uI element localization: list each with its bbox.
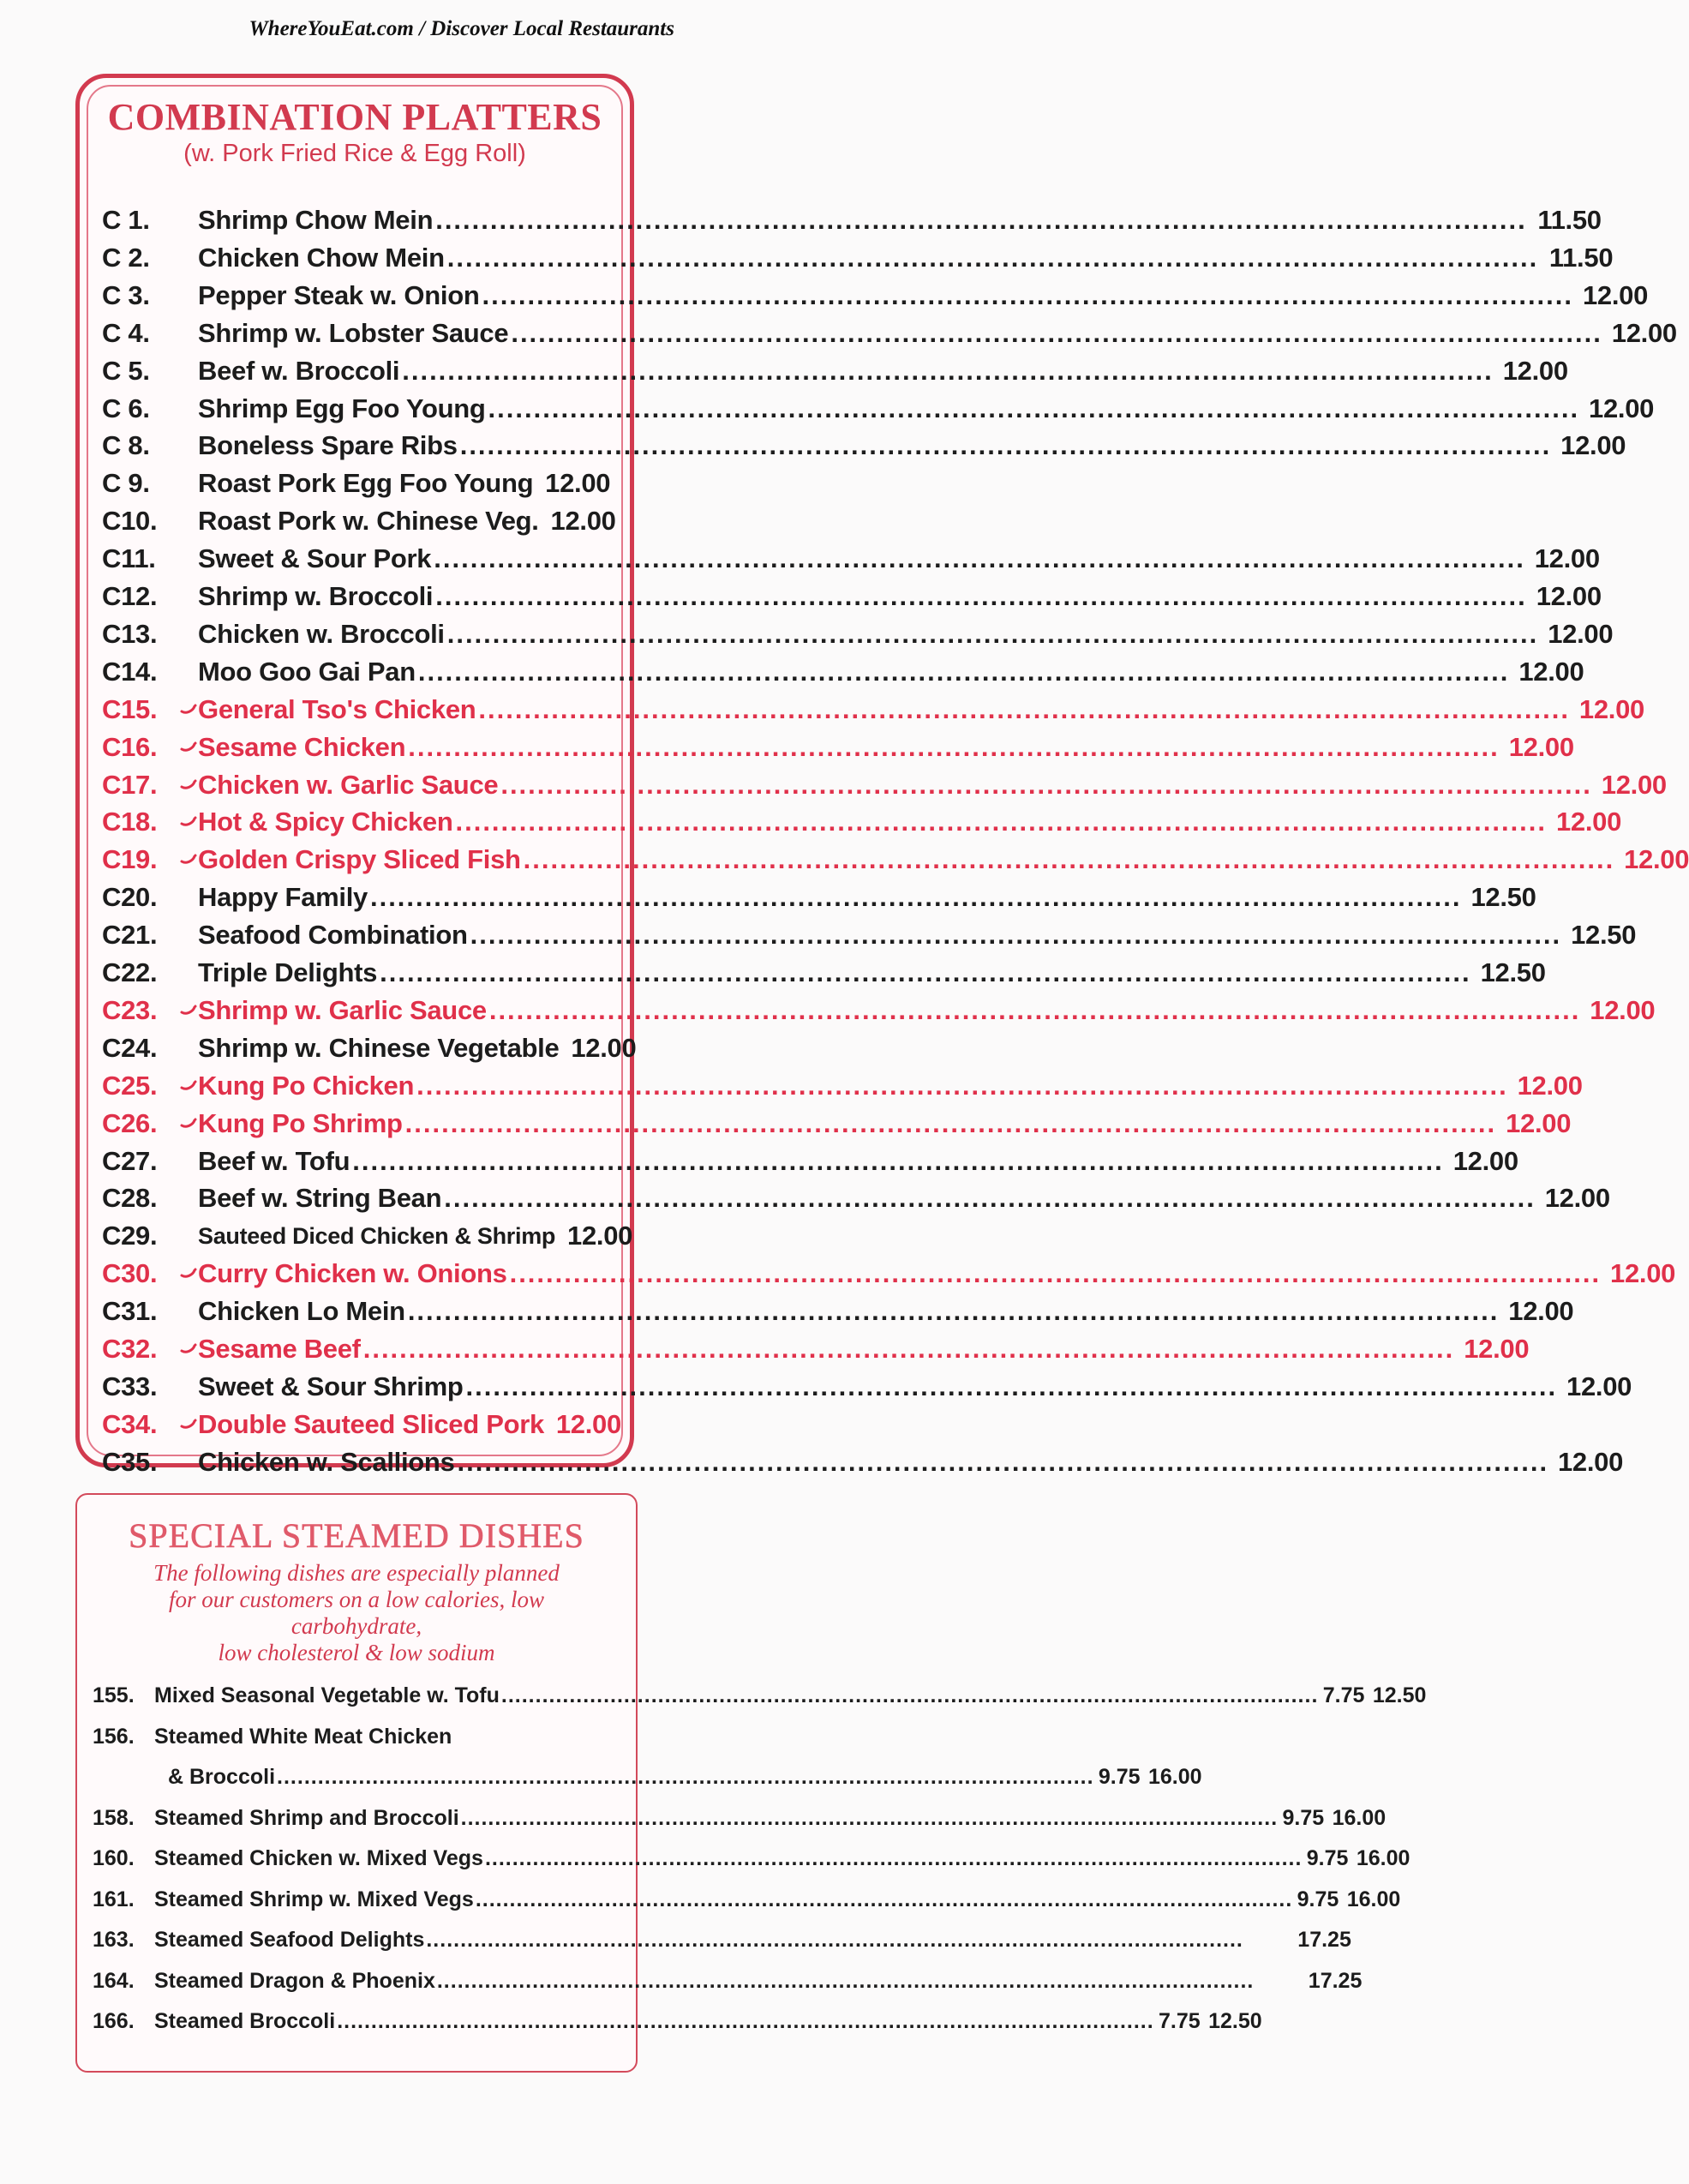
item-name: Shrimp w. Chinese Vegetable bbox=[198, 1032, 560, 1063]
item-name: Steamed Dragon & Phoenix bbox=[154, 1968, 435, 1993]
menu-item-row bbox=[102, 578, 1602, 615]
menu-item-row bbox=[102, 1217, 633, 1255]
item-name: Chicken Chow Mein bbox=[198, 242, 445, 273]
small-price: 9.75 bbox=[1098, 1765, 1141, 1789]
item-code: C27. bbox=[102, 1145, 158, 1176]
desc-line: for our customers on a low calories, low bbox=[168, 1587, 544, 1612]
item-name: Shrimp w. Lobster Sauce bbox=[198, 317, 509, 348]
leader-dots: ........................................................................................................................ bbox=[488, 393, 1580, 423]
item-code: C 2. bbox=[102, 242, 150, 273]
leader-dots: ........................................................................................................................ bbox=[408, 731, 1500, 762]
item-price: 12.50 bbox=[1571, 920, 1637, 951]
item-price: 12.00 bbox=[1601, 769, 1667, 800]
item-name: Curry Chicken w. Onions bbox=[198, 1258, 507, 1289]
leader-dots: ........................................................................................................................ bbox=[460, 1805, 1279, 1830]
item-price: 12.00 bbox=[1502, 355, 1568, 386]
item-price: 12.00 bbox=[1582, 279, 1649, 310]
menu-item-row bbox=[102, 1443, 1624, 1481]
item-price: 12.00 bbox=[1544, 1183, 1610, 1214]
small-price: 7.75 bbox=[1322, 1683, 1365, 1707]
item-price: 12.50 bbox=[1470, 882, 1536, 913]
menu-item-row bbox=[102, 465, 611, 502]
menu-item-row bbox=[102, 729, 1574, 766]
leader-dots: ........................................................................................................................ bbox=[523, 844, 1615, 875]
item-code: C 3. bbox=[102, 279, 150, 310]
item-code: C16. bbox=[102, 731, 158, 762]
item-code: C17. bbox=[102, 769, 158, 800]
chili-icon bbox=[181, 691, 198, 729]
leader-dots: ........................................................................................................................ bbox=[435, 205, 1527, 235]
item-name: Golden Crispy Sliced Fish bbox=[198, 844, 521, 875]
item-code: C30. bbox=[102, 1258, 158, 1289]
item-name: Happy Family bbox=[198, 882, 368, 913]
item-price: 12.00 bbox=[1560, 430, 1626, 461]
large-price: 16.00 bbox=[1332, 1805, 1387, 1830]
menu-item-row bbox=[102, 653, 1584, 691]
item-name: Roast Pork w. Chinese Veg. bbox=[198, 506, 539, 537]
leader-dots: ........................................................................................................................ bbox=[444, 1183, 1536, 1214]
item-price: 12.00 bbox=[1506, 1107, 1572, 1138]
item-name: Kung Po Shrimp bbox=[198, 1107, 403, 1138]
item-number: 166. bbox=[93, 2009, 135, 2033]
item-name: Sauteed Diced Chicken & Shrimp bbox=[198, 1223, 556, 1250]
menu-item-row bbox=[102, 691, 1644, 729]
item-code: C23. bbox=[102, 994, 158, 1025]
leader-dots: ........................................................................................................................ bbox=[380, 957, 1471, 987]
menu-item-row bbox=[102, 427, 1626, 465]
item-name: Sesame Chicken bbox=[198, 731, 406, 762]
menu-item-row bbox=[102, 1179, 1610, 1217]
item-name: Beef w. Tofu bbox=[198, 1145, 350, 1176]
item-code: C20. bbox=[102, 882, 158, 913]
chili-icon bbox=[181, 1255, 198, 1293]
item-price: 12.00 bbox=[1508, 731, 1574, 762]
steamed-item-row bbox=[93, 2004, 1262, 2038]
item-code: C10. bbox=[102, 506, 158, 537]
item-name: & Broccoli bbox=[168, 1765, 276, 1789]
small-price: 9.75 bbox=[1297, 1887, 1339, 1911]
item-code: C12. bbox=[102, 581, 158, 611]
leader-dots: ........................................................................................................................ bbox=[509, 1258, 1602, 1289]
item-code: C28. bbox=[102, 1183, 158, 1214]
item-number: 161. bbox=[93, 1887, 135, 1911]
item-price: 12.00 bbox=[1548, 618, 1614, 649]
item-price: 12.00 bbox=[1555, 807, 1622, 837]
item-price: 12.00 bbox=[555, 1408, 621, 1439]
menu-item-row bbox=[102, 1067, 1583, 1105]
item-name: Beef w. Broccoli bbox=[198, 355, 400, 386]
menu-item-row bbox=[102, 1293, 1574, 1330]
desc-line: carbohydrate, bbox=[290, 1613, 422, 1639]
menu-item-row bbox=[102, 277, 1649, 315]
leader-dots: ........................................................................................................................ bbox=[337, 2009, 1154, 2033]
menu-item-row bbox=[102, 1255, 1676, 1293]
chili-icon bbox=[181, 1330, 198, 1368]
item-code: C 9. bbox=[102, 468, 150, 499]
item-code: C22. bbox=[102, 957, 158, 987]
item-name: Sweet & Sour Pork bbox=[198, 543, 432, 574]
leader-dots: ........................................................................................................................ bbox=[417, 656, 1510, 687]
steamed-dishes-panel bbox=[75, 1493, 1427, 2073]
menu-item-row bbox=[102, 916, 1637, 954]
item-name: Seafood Combination bbox=[198, 920, 468, 951]
item-code: C 5. bbox=[102, 355, 150, 386]
menu-item-row bbox=[102, 540, 1600, 578]
item-number: 163. bbox=[93, 1928, 135, 1952]
item-name: Steamed Broccoli bbox=[154, 2009, 336, 2033]
item-name: Sesame Beef bbox=[198, 1334, 361, 1364]
item-name: Hot & Spicy Chicken bbox=[198, 807, 453, 837]
leader-dots: ........................................................................................................................ bbox=[426, 1928, 1243, 1952]
menu-item-row bbox=[102, 766, 1667, 804]
leader-dots: ........................................................................................................................ bbox=[402, 355, 1494, 386]
leader-dots: ........................................................................................................................ bbox=[459, 430, 1552, 461]
large-price: 12.50 bbox=[1208, 2009, 1262, 2033]
menu-item-row bbox=[102, 954, 1546, 992]
menu-item-row bbox=[102, 201, 1602, 239]
combination-platters-panel bbox=[75, 74, 1689, 1477]
steamed-item-row bbox=[93, 1760, 1202, 1794]
item-code: C29. bbox=[102, 1221, 158, 1251]
small-price: 9.75 bbox=[1282, 1805, 1325, 1830]
leader-dots: ........................................................................................................................ bbox=[511, 317, 1602, 348]
item-number: 156. bbox=[93, 1724, 135, 1749]
item-name: Roast Pork Egg Foo Young bbox=[198, 468, 534, 499]
steamed-item-row bbox=[93, 1882, 1401, 1917]
steamed-item-row bbox=[93, 1719, 620, 1754]
item-name: Steamed Shrimp and Broccoli bbox=[154, 1805, 459, 1830]
large-price: 12.50 bbox=[1372, 1683, 1427, 1707]
chili-icon bbox=[181, 1406, 198, 1443]
item-number: 158. bbox=[93, 1805, 135, 1830]
small-price: 7.75 bbox=[1159, 2009, 1201, 2033]
item-number: 160. bbox=[93, 1846, 135, 1870]
item-price: 11.50 bbox=[1537, 205, 1602, 235]
menu-item-row bbox=[102, 390, 1655, 428]
leader-dots: ........................................................................................................................ bbox=[407, 1296, 1500, 1327]
leader-dots: ........................................................................................................................ bbox=[277, 1765, 1094, 1789]
item-code: C33. bbox=[102, 1371, 158, 1401]
item-code: C26. bbox=[102, 1107, 158, 1138]
item-price: 12.00 bbox=[1536, 581, 1602, 611]
item-name: Shrimp w. Broccoli bbox=[198, 581, 434, 611]
leader-dots: ........................................................................................................................ bbox=[404, 1107, 1497, 1138]
item-price: 12.00 bbox=[1624, 844, 1689, 875]
large-price: 16.00 bbox=[1356, 1846, 1410, 1870]
item-code: C14. bbox=[102, 656, 158, 687]
chili-icon bbox=[181, 992, 198, 1029]
item-code: C11. bbox=[102, 543, 156, 574]
menu-item-row bbox=[102, 879, 1536, 916]
leader-dots: ........................................................................................................................ bbox=[465, 1371, 1558, 1401]
large-price: 16.00 bbox=[1346, 1887, 1401, 1911]
leader-dots: ........................................................................................................................ bbox=[362, 1334, 1455, 1364]
item-price: 12.00 bbox=[1534, 543, 1600, 574]
item-code: C32. bbox=[102, 1334, 158, 1364]
site-header: WhereYouEat.com / Discover Local Restaurants bbox=[249, 17, 674, 40]
item-number: 164. bbox=[93, 1968, 135, 1993]
item-price: 12.00 bbox=[571, 1032, 637, 1063]
leader-dots: ........................................................................................................................ bbox=[352, 1145, 1444, 1176]
item-name: Triple Delights bbox=[198, 957, 378, 987]
desc-line: low cholesterol & low sodium bbox=[218, 1640, 495, 1665]
item-price: 12.00 bbox=[550, 506, 616, 537]
item-price: 12.00 bbox=[1610, 1258, 1676, 1289]
leader-dots: ........................................................................................................................ bbox=[435, 581, 1527, 611]
item-price: 12.00 bbox=[1508, 1296, 1574, 1327]
leader-dots: ........................................................................................................................ bbox=[478, 693, 1570, 724]
item-name: Chicken w. Broccoli bbox=[198, 618, 445, 649]
menu-item-row bbox=[102, 502, 616, 540]
item-code: C35. bbox=[102, 1446, 158, 1477]
item-price: 12.00 bbox=[1590, 994, 1656, 1025]
leader-dots: ........................................................................................................................ bbox=[434, 543, 1525, 574]
small-price: 9.75 bbox=[1306, 1846, 1349, 1870]
steamed-item-row bbox=[93, 1678, 1427, 1713]
leader-dots: ........................................................................................................................ bbox=[416, 1070, 1508, 1101]
item-code: C13. bbox=[102, 618, 158, 649]
chili-icon bbox=[181, 729, 198, 766]
item-price: 12.00 bbox=[1464, 1334, 1530, 1364]
menu-item-row bbox=[102, 352, 1568, 390]
leader-dots: ........................................................................................................................ bbox=[446, 618, 1539, 649]
item-code: C21. bbox=[102, 920, 158, 951]
menu-item-row bbox=[102, 239, 1614, 277]
item-name: Double Sauteed Sliced Pork bbox=[198, 1408, 544, 1439]
steamed-description bbox=[94, 1560, 619, 1666]
large-price: 17.25 bbox=[1308, 1968, 1363, 1993]
item-code: C 4. bbox=[102, 317, 150, 348]
chili-icon bbox=[181, 1105, 198, 1143]
leader-dots: ........................................................................................................................ bbox=[500, 1683, 1319, 1707]
item-code: C18. bbox=[102, 807, 158, 837]
steamed-item-row bbox=[93, 1923, 1351, 1957]
leader-dots: ........................................................................................................................ bbox=[500, 769, 1592, 800]
item-price: 12.00 bbox=[1557, 1446, 1624, 1477]
chili-icon bbox=[181, 766, 198, 804]
item-name: Kung Po Chicken bbox=[198, 1070, 415, 1101]
chili-icon bbox=[181, 803, 198, 841]
leader-dots: ........................................................................................................................ bbox=[488, 994, 1581, 1025]
leader-dots: ........................................................................................................................ bbox=[470, 920, 1562, 951]
item-name: Shrimp Egg Foo Young bbox=[198, 393, 486, 423]
item-name: Beef w. String Bean bbox=[198, 1183, 442, 1214]
item-price: 12.00 bbox=[567, 1221, 633, 1251]
item-name: Shrimp Chow Mein bbox=[198, 205, 434, 235]
chili-icon bbox=[181, 1067, 198, 1105]
combination-subtitle: (w. Pork Fried Rice & Egg Roll) bbox=[183, 140, 526, 167]
item-name: Boneless Spare Ribs bbox=[198, 430, 458, 461]
item-price: 12.00 bbox=[1611, 317, 1677, 348]
leader-dots: ........................................................................................................................ bbox=[369, 882, 1462, 913]
item-code: C 6. bbox=[102, 393, 150, 423]
menu-item-row bbox=[102, 615, 1614, 653]
leader-dots: ........................................................................................................................ bbox=[482, 279, 1574, 310]
item-code: C24. bbox=[102, 1032, 158, 1063]
item-code: C 1. bbox=[102, 205, 150, 235]
desc-line: The following dishes are especially planned bbox=[153, 1560, 560, 1586]
steamed-item-row bbox=[93, 1964, 1363, 1998]
item-price: 12.50 bbox=[1480, 957, 1546, 987]
menu-item-row bbox=[102, 1105, 1572, 1143]
item-name: Chicken w. Scallions bbox=[198, 1446, 455, 1477]
item-name: Steamed Shrimp w. Mixed Vegs bbox=[154, 1887, 474, 1911]
leader-dots: ........................................................................................................................ bbox=[436, 1968, 1255, 1993]
item-code: C25. bbox=[102, 1070, 158, 1101]
item-name: Steamed Chicken w. Mixed Vegs bbox=[154, 1846, 483, 1870]
item-code: C31. bbox=[102, 1296, 158, 1327]
item-name: Shrimp w. Garlic Sauce bbox=[198, 994, 487, 1025]
menu-item-row bbox=[102, 315, 1677, 352]
item-code: C34. bbox=[102, 1408, 158, 1439]
item-price: 12.00 bbox=[545, 468, 611, 499]
large-price: 17.25 bbox=[1297, 1928, 1351, 1952]
leader-dots: ........................................................................................................................ bbox=[475, 1887, 1293, 1911]
menu-item-row bbox=[102, 803, 1622, 841]
leader-dots: ........................................................................................................................ bbox=[455, 807, 1548, 837]
steamed-item-row bbox=[93, 1841, 1410, 1875]
item-code: C15. bbox=[102, 693, 158, 724]
item-number: 155. bbox=[93, 1683, 135, 1707]
item-code: C19. bbox=[102, 844, 158, 875]
item-code: C 8. bbox=[102, 430, 150, 461]
menu-item-row bbox=[102, 1330, 1530, 1368]
leader-dots: ........................................................................................................................ bbox=[457, 1446, 1549, 1477]
item-name: Sweet & Sour Shrimp bbox=[198, 1371, 464, 1401]
menu-item-row bbox=[102, 1143, 1518, 1180]
leader-dots: ........................................................................................................................ bbox=[484, 1846, 1303, 1870]
item-price: 11.50 bbox=[1548, 242, 1614, 273]
leader-dots: ........................................................................................................................ bbox=[446, 242, 1539, 273]
item-name: General Tso's Chicken bbox=[198, 693, 476, 724]
large-price: 16.00 bbox=[1147, 1765, 1202, 1789]
item-name: Mixed Seasonal Vegetable w. Tofu bbox=[154, 1683, 500, 1707]
item-price: 12.00 bbox=[1578, 693, 1644, 724]
chili-icon bbox=[181, 841, 198, 879]
menu-item-row bbox=[102, 992, 1656, 1029]
item-name: Steamed Seafood Delights bbox=[154, 1928, 425, 1952]
item-name: Steamed White Meat Chicken bbox=[154, 1724, 452, 1749]
item-name: Moo Goo Gai Pan bbox=[198, 656, 416, 687]
item-price: 12.00 bbox=[1518, 656, 1584, 687]
steamed-item-row bbox=[93, 1801, 1387, 1835]
menu-item-row bbox=[102, 841, 1689, 879]
item-price: 12.00 bbox=[1517, 1070, 1583, 1101]
steamed-title: SPECIAL STEAMED DISHES bbox=[129, 1516, 584, 1555]
item-price: 12.00 bbox=[1589, 393, 1655, 423]
item-price: 12.00 bbox=[1566, 1371, 1632, 1401]
menu-item-row bbox=[102, 1368, 1632, 1406]
item-name: Pepper Steak w. Onion bbox=[198, 279, 480, 310]
menu-item-row bbox=[102, 1029, 637, 1067]
item-name: Chicken w. Garlic Sauce bbox=[198, 769, 499, 800]
item-price: 12.00 bbox=[1452, 1145, 1518, 1176]
item-name: Chicken Lo Mein bbox=[198, 1296, 405, 1327]
combination-title: COMBINATION PLATTERS bbox=[107, 96, 602, 138]
menu-item-row bbox=[102, 1406, 621, 1443]
